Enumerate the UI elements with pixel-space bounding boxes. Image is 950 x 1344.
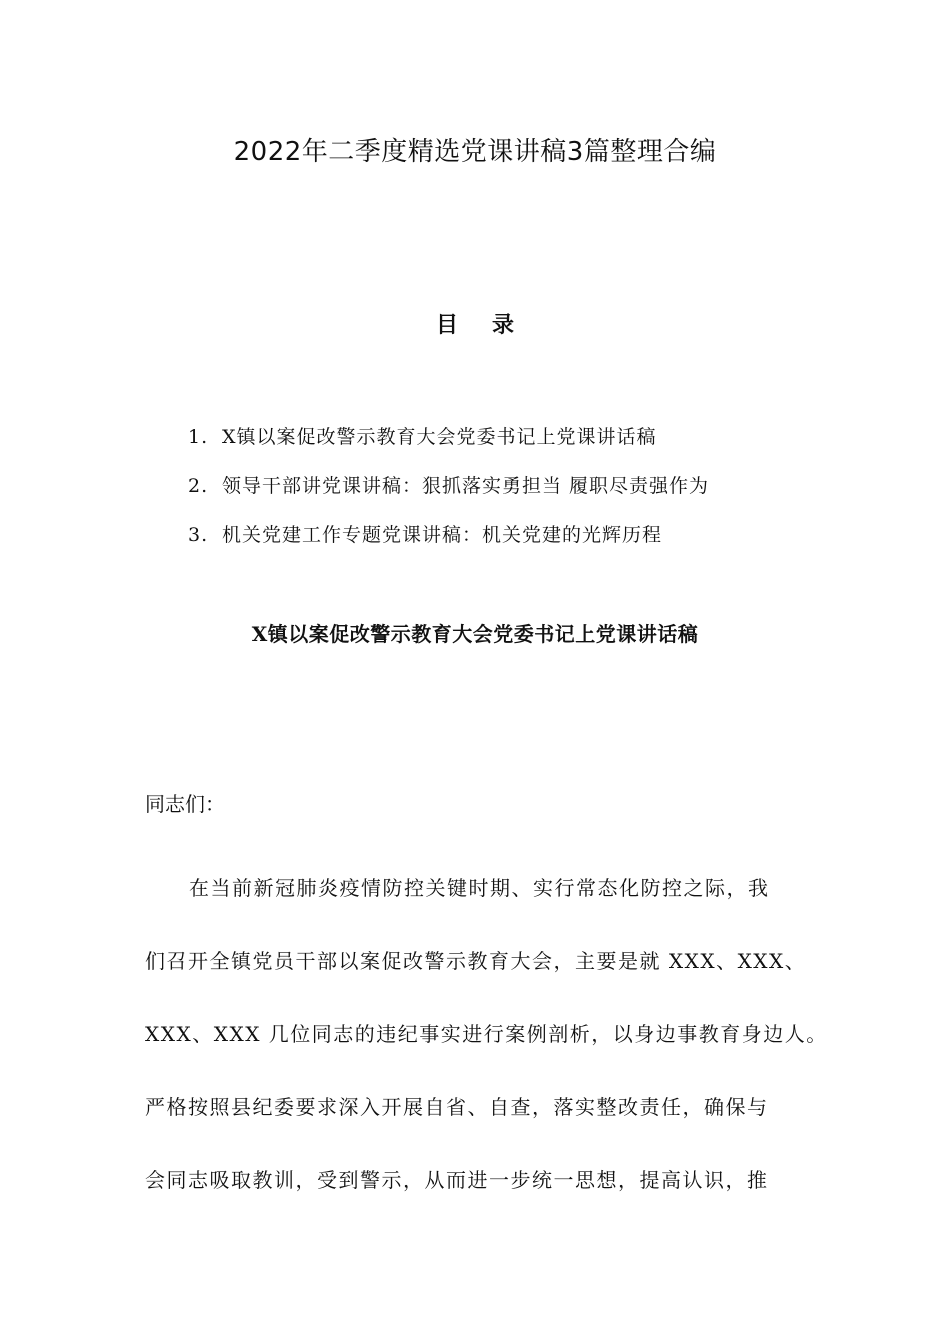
section-title: X镇以案促改警示教育大会党委书记上党课讲话稿 <box>251 622 699 646</box>
body-line: XXX、XXX 几位同志的违纪事实进行案例剖析，以身边事教育身边人。 <box>145 1022 828 1046</box>
toc-item[interactable] <box>188 520 709 569</box>
toc-item-text: 领导干部讲党课讲稿：狠抓落实勇担当 履职尽责强作为 <box>222 475 710 497</box>
body-line: 们召开全镇党员干部以案促改警示教育大会，主要是就 XXX、XXX、 <box>145 949 807 973</box>
toc-heading <box>0 310 950 342</box>
toc-item-text: X镇以案促改警示教育大会党委书记上党课讲话稿 <box>222 426 657 448</box>
toc-item-number: 3. <box>188 524 209 546</box>
body-paragraph <box>145 872 828 1237</box>
body-line: 会同志吸取教训，受到警示，从而进一步统一思想，提高认识，推 <box>145 1168 769 1192</box>
toc-item[interactable] <box>188 422 709 471</box>
toc-item-number: 2. <box>188 475 209 497</box>
body-line: 在当前新冠肺炎疫情防控关键时期、实行常态化防控之际，我 <box>189 876 770 900</box>
salutation: 同志们： <box>145 792 225 816</box>
document-title: 2022年二季度精选党课讲稿3篇整理合编 <box>233 137 717 167</box>
toc-heading-left: 目 <box>435 313 458 338</box>
toc-heading-right: 录 <box>492 313 515 338</box>
toc-item-text: 机关党建工作专题党课讲稿：机关党建的光辉历程 <box>222 524 663 546</box>
toc-item[interactable] <box>188 471 709 520</box>
toc-item-number: 1. <box>188 426 209 448</box>
toc-list <box>188 422 709 569</box>
body-line: 严格按照县纪委要求深入开展自省、自查，落实整改责任，确保与 <box>145 1095 769 1119</box>
